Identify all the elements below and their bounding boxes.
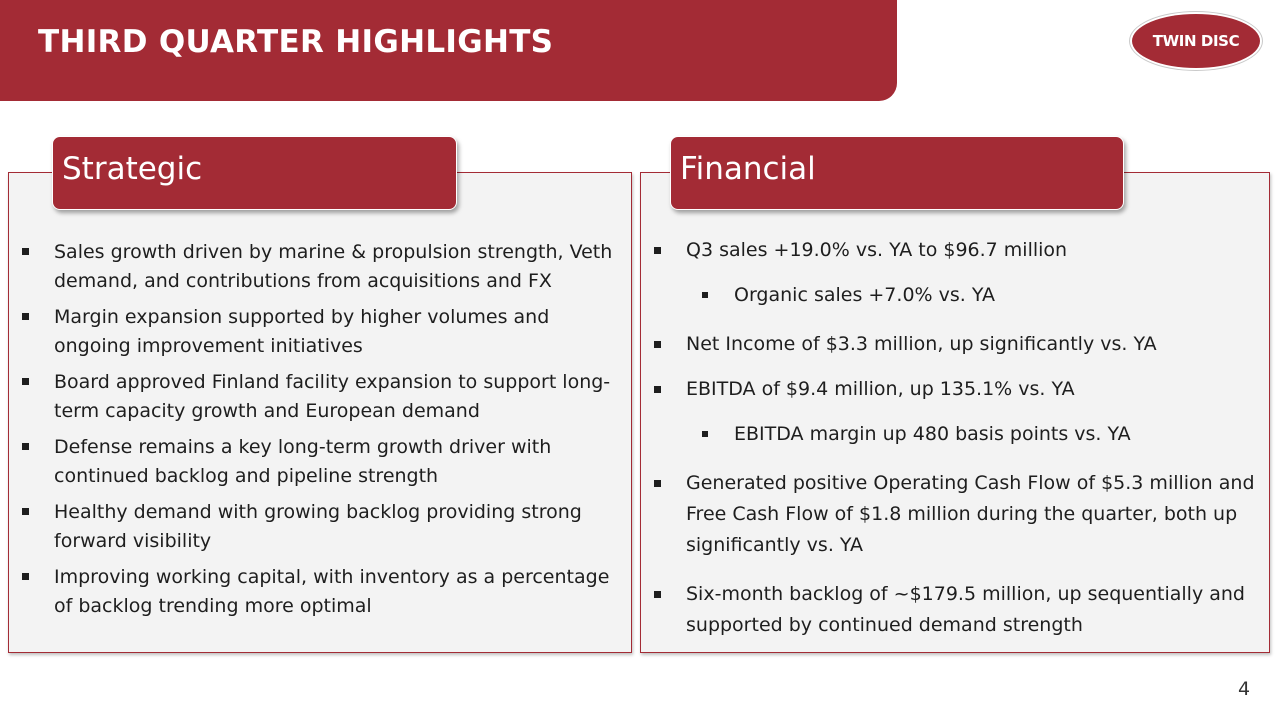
square-bullet-icon: [22, 573, 29, 580]
strategic-list-item: [20, 303, 625, 360]
financial-item-text: Generated positive Operating Cash Flow of $5.3 million and Free Cash Flow of $1.8 million during the quarter, both up significantly vs. YA: [686, 472, 1255, 556]
slide-title: THIRD QUARTER HIGHLIGHTS: [38, 24, 554, 60]
square-bullet-icon: [22, 313, 29, 320]
strategic-list-item: [20, 433, 625, 490]
financial-list-item: [652, 468, 1264, 561]
square-bullet-icon: [654, 341, 661, 348]
financial-item-text: EBITDA of $9.4 million, up 135.1% vs. YA: [686, 378, 1075, 400]
strategic-heading: Strategic: [62, 151, 203, 187]
financial-item-text: Q3 sales +19.0% vs. YA to $96.7 million: [686, 239, 1068, 261]
title-banner: [0, 0, 897, 101]
strategic-heading-tab: [52, 136, 457, 210]
financial-heading-tab: [670, 136, 1124, 210]
financial-sub-item: [652, 280, 1264, 311]
financial-list-item: [652, 329, 1264, 360]
strategic-item-text: Improving working capital, with inventory as a percentage of backlog trending more optimal: [54, 566, 610, 617]
logo-text: TWIN DISC: [1152, 32, 1240, 50]
financial-item-text: Organic sales +7.0% vs. YA: [734, 284, 995, 306]
strategic-list-item: [20, 498, 625, 555]
strategic-item-text: Margin expansion supported by higher volumes and ongoing improvement initiatives: [54, 306, 550, 357]
strategic-list-item: [20, 563, 625, 620]
page-number: 4: [1238, 678, 1251, 700]
strategic-list-item: [20, 368, 625, 425]
square-bullet-icon: [22, 378, 29, 385]
square-bullet-icon: [654, 480, 661, 487]
square-bullet-icon: [22, 248, 29, 255]
strategic-list: [20, 238, 625, 628]
square-bullet-icon: [654, 386, 661, 393]
square-bullet-icon: [22, 443, 29, 450]
financial-sub-item: [652, 419, 1264, 450]
square-bullet-icon: [702, 292, 708, 298]
financial-list-item: [652, 579, 1264, 641]
square-bullet-icon: [654, 247, 661, 254]
square-bullet-icon: [702, 431, 708, 437]
financial-item-text: Net Income of $3.3 million, up significantly vs. YA: [686, 333, 1157, 355]
strategic-item-text: Healthy demand with growing backlog providing strong forward visibility: [54, 501, 582, 552]
financial-list-item: [652, 235, 1264, 266]
square-bullet-icon: [22, 508, 29, 515]
twin-disc-logo: [1132, 14, 1260, 68]
financial-list-item: [652, 374, 1264, 405]
strategic-list-item: [20, 238, 625, 295]
strategic-item-text: Defense remains a key long-term growth driver with continued backlog and pipeline strength: [54, 436, 552, 487]
financial-item-text: EBITDA margin up 480 basis points vs. YA: [734, 423, 1131, 445]
financial-heading: Financial: [680, 151, 816, 187]
strategic-item-text: Sales growth driven by marine & propulsion strength, Veth demand, and contributions from acquisitions and FX: [54, 241, 613, 292]
financial-list: [652, 235, 1264, 659]
financial-item-text: Six-month backlog of ~$179.5 million, up sequentially and supported by continued demand strength: [686, 583, 1245, 636]
square-bullet-icon: [654, 591, 661, 598]
strategic-item-text: Board approved Finland facility expansion to support long-term capacity growth and European demand: [54, 371, 611, 422]
